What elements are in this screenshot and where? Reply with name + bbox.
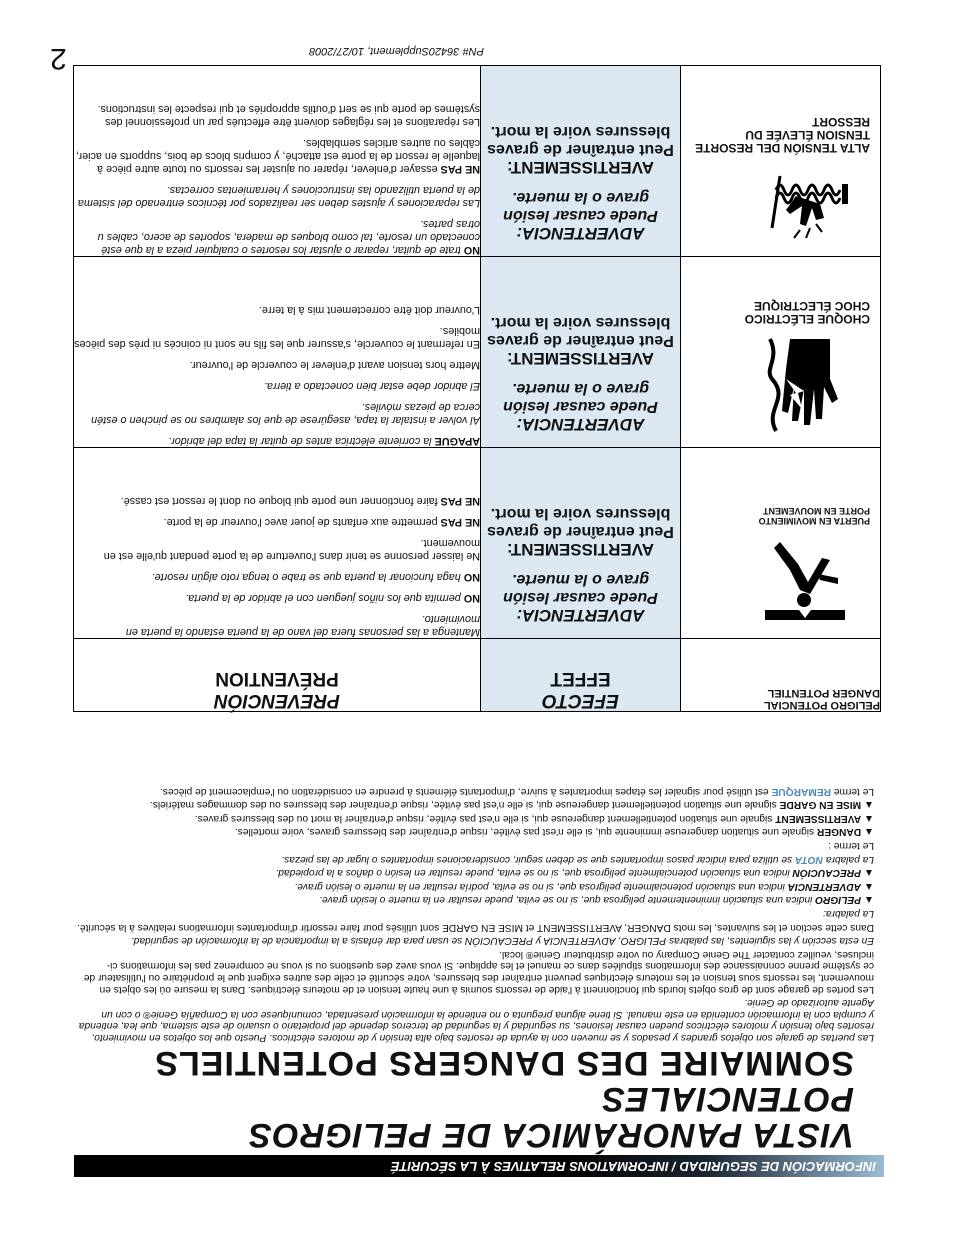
note-fr-post: est utilisé pour signaler les étapes importantes à suivre, d'importants éléments à prendre en considération ou l'emplacement de pièces. (160, 785, 772, 797)
prevention-item: NE PAS permettre aux enfants de jouer avec l'ouvreur de la porte. (163, 516, 480, 528)
prevention-item: L'ouvreur doit être correctement mis à la terre. (258, 304, 480, 316)
header-prevention (74, 639, 481, 712)
note-fr-word: REMARQUE (771, 785, 831, 797)
term-fr-2: ▲ MISE EN GARDE signale une situation potentiellement dangereuse qui, si elle n'est pas évitée, risque d'entraîner des blessures ou des dommages matériels. (149, 799, 874, 811)
term-fr-1-word: AVERTISSEMENT (775, 812, 862, 824)
term-es-2: ▲ PRECAUCIÓN indica una situación potencialmente peligrosa que, si no se evita, puede resultar en lesión o daños a la propiedad. (275, 867, 874, 879)
header-effect (481, 639, 681, 712)
header-effect-es: EFECTO (542, 690, 619, 711)
effect-fr (481, 504, 680, 558)
effect-es-head: ADVERTENCIA: (516, 606, 645, 625)
hazard-cell (681, 448, 881, 639)
effect-fr-head: AVERTISSEMENT: (506, 349, 655, 368)
effect-text (481, 504, 680, 638)
table-row (74, 257, 881, 448)
effect-cell (481, 257, 681, 448)
hazard-label-es: PUERTA EN MOVIMIENTO (758, 516, 870, 526)
prevention-item: Les réparations et les réglages doivent être effectués par un professionnel des systèmes de porte qui se sert d'outils appropriés et qui respecte les instructions. (97, 103, 480, 128)
header-effect-fr: EFFET (550, 668, 611, 689)
title-block (114, 1045, 854, 1153)
note-fr-pre: Le terme (830, 785, 874, 797)
intro-es-paragraph: Las puertas de garaje son objetos grandes y pesados y se mueven con la ayuda de resortes bajo alta tensión y de motores eléctricos. Puesto que los objetos en movimiento, resortes bajo tensión y motores eléctricos pueden causar lesiones, su seguridad y la seguridad de terceros depende del propietario o usuario de este sistema, que lea, entienda y cumpla con la información contenida en este manual. Si tiene alguna pregunta o no entiende la información presentada, comuníquese con la Compañía Genie® o con un Agente autorizado de Genie. (78, 997, 874, 1043)
effect-cell (481, 448, 681, 639)
effect-fr-head: AVERTISSEMENT: (506, 158, 655, 177)
hazard-cell (681, 257, 881, 448)
term-fr-2-text: signale une situation potentiellement dangereuse qui, si elle n'est pas évitée, risque d'entraîner des blessures ou des dommages matériels. (149, 799, 780, 811)
term-es-1-word: ADVERTENCIA (787, 880, 862, 892)
prevention-item: Mettre hors tension avant d'enlever le couvercle de l'ouvreur. (189, 359, 480, 371)
banner-es: INFORMACIÓN DE SEGURIDAD (679, 1159, 876, 1174)
effect-es (481, 570, 680, 624)
hazard-label-fr: TENSION ÉLEVÉE DU RESSORT (745, 115, 870, 142)
header-prevention-fr: PRÉVENTION (215, 668, 339, 689)
prevention-cell (74, 66, 481, 257)
prevention-item: El abridor debe estar bien conectado a tierra. (263, 380, 480, 392)
effect-cell (481, 66, 681, 257)
note-fr (74, 785, 874, 797)
prevention-cell (74, 257, 481, 448)
intro-fr-signal-words: Dans cette section et les suivantes, les mots DANGER, AVERTISSEMENT et MISE EN GARDE sont utilisés pour faire ressortir d'importantes informations relatives à la sécurité. (77, 921, 874, 933)
term-fr-1-text: signale une situation potentiellement dangereuse qui, si elle n'est pas évitée, risque d'entraîner la mort ou des blessures graves. (194, 812, 776, 824)
prevention-item: NO trate de quitar, reparar o ajustar los resortes o cualquier pieza a la que esté conectado un resorte, tal como bloques de madera, soportes de acero, cables u otras partes. (97, 218, 480, 256)
header-hazard (681, 639, 881, 712)
effect-fr-body: Peut entraîner de graves blessures voire la mort. (487, 314, 674, 349)
prevention-cell (74, 448, 481, 639)
prevention-item: APAGUE la corriente eléctrica antes de quitar la tapa del abridor. (168, 435, 480, 447)
term-es-0-text: indica una situación inminentemente peligrosa que, si no se evita, puede resultar en la muerte o lesión grave. (319, 894, 816, 906)
term-fr-2-word: MISE EN GARDE (779, 799, 862, 811)
term-fr-1: ▲ AVERTISSEMENT signale une situation potentiellement dangereuse qui, si elle n'est pas évitée, risque d'entraîner la mort ou des blessures graves. (194, 812, 874, 824)
hazard-cell (681, 66, 881, 257)
intro-fr-lead: Le terme : (828, 840, 874, 852)
effect-fr (481, 313, 680, 367)
page-number: 2 (50, 42, 67, 75)
term-es-2-word: PRECAUCIÓN (792, 867, 862, 879)
effect-es (481, 379, 680, 433)
part-number: PN# 36420Supplement, 10/27/2008 (309, 45, 484, 57)
prevention-item: NE PAS essayer d'enlever, réparer ou ajuster les ressorts ou toute autre pièce à laquelle le ressort de la porte est attaché, y compris blocs de bois, supports en acier, câbles ou autres articles semblables. (76, 137, 480, 175)
prevention-item: En refermant le couvercle, s'assurer que les fils ne sont ni coincés ni près des pièces mobiles. (74, 325, 480, 350)
term-fr-0: ▲ DANGER signale une situation dangereuse imminente qui, si elle n'est pas évitée, risque d'entraîner des blessures graves, voire mortelles. (234, 826, 874, 838)
hazard-table-header (74, 639, 881, 712)
header-prevention-es: PREVENCIÓN (214, 690, 340, 711)
nota-es-pre: La palabra (823, 853, 874, 865)
effect-text (481, 122, 680, 256)
effect-es-body: Puede causar lesión grave o la muerte. (503, 571, 658, 606)
section-banner (74, 1155, 884, 1177)
prevention-item: NO haga funcionar la puerta que se trabe o tenga roto algún resorte. (151, 571, 480, 583)
hazard-label-fr: PORTE EN MOUVEMENT (762, 506, 870, 516)
effect-fr-body: Peut entraîner de graves blessures voire la mort. (487, 505, 674, 540)
term-es-2-text: indica una situación potencialmente peligrosa que, si no se evita, puede resultar en lesión o daños a la propiedad. (275, 867, 793, 879)
hazard-label-es: ALTA TENSIÓN DEL RESORTE (695, 141, 870, 155)
hazard-label-es: CHOQUE ELÉCTRICO (744, 312, 870, 326)
term-es-1: ▲ ADVERTENCIA indica una situación potencialmente peligrosa que, si no se evita, podría resultar en la muerte o lesión grave. (294, 880, 874, 892)
nota-es-word: NOTA (794, 853, 824, 865)
intro-text (74, 783, 874, 1043)
intro-es-signal-words: En esta sección y las siguientes, las palabras PELIGRO, ADVERTENCIA y PRECAUCIÓN se usan para dar énfasis a la importancia de la información de seguridad. (130, 935, 874, 947)
nota-es (74, 853, 874, 865)
effect-es-head: ADVERTENCIA: (516, 415, 645, 434)
term-es-1-text: indica una situación potencialmente peligrosa que, si no se evita, podría resultar en la muerte o lesión grave. (294, 880, 788, 892)
table-row (74, 448, 881, 639)
nota-es-post: se utiliza para indicar pasos importantes que se deben seguir, consideraciones importantes o lugar de las piezas. (281, 853, 795, 865)
header-hazard-fr: DANGER POTENTIEL (767, 687, 880, 699)
term-es-0: ▲ PELIGRO indica una situación inminentemente peligrosa que, si no se evita, puede resultar en la muerte o lesión grave. (319, 894, 874, 906)
title-es: VISTA PANORÁMICA DE PELIGROS POTENCIALES (247, 1080, 854, 1154)
prevention-item: Al volver a instalar la tapa, asegúrese de que los alambres no se pinchen o estén cerca de piezas móviles. (91, 401, 480, 426)
intro-es-lead: La palabra: (823, 908, 874, 920)
table-row (74, 66, 881, 257)
prevention-item: Las reparaciones y ajustes deben ser realizados por técnicos entrenado del sistema de la puerta utilizando las instrucciones y herramientas correctas. (77, 184, 480, 209)
banner-fr: INFORMATIONS RELATIVES À LA SÉCURITÉ (390, 1159, 669, 1174)
prevention-item: NO permita que los niños jueguen con el abridor de la puerta. (185, 592, 480, 604)
term-fr-0-text: signale une situation dangereuse imminente qui, si elle n'est pas évitée, risque d'entraîner des blessures graves, voire mortelles. (234, 826, 817, 838)
term-fr-0-word: DANGER (816, 826, 862, 838)
header-hazard-es: PELIGRO POTENCIAL (763, 699, 880, 711)
effect-es (481, 188, 680, 242)
prevention-item: Ne laisser personne se tenir dans l'ouverture de la porte pendant qu'elle est en mouvement. (103, 537, 480, 562)
hazard-label-fr: CHOC ÉLECTRIQUE (753, 299, 870, 313)
effect-fr-body: Peut entraîner de graves blessures voire la mort. (487, 123, 674, 158)
effect-es-body: Puede causar lesión grave o la muerte. (503, 380, 658, 415)
electric-shock-icon (760, 329, 850, 439)
effect-fr (481, 122, 680, 176)
term-es-0-word: PELIGRO (815, 894, 862, 906)
hazard-table (73, 65, 881, 712)
effect-es-head: ADVERTENCIA: (516, 224, 645, 243)
spring-tension-icon (760, 158, 850, 248)
moving-door-icon (760, 530, 850, 630)
title-fr: SOMMAIRE DES DANGERS POTENTIELS (154, 1044, 854, 1082)
prevention-item: NE PAS faire fonctionner une porte qui bloque ou dont le ressort est cassé. (120, 495, 480, 507)
effect-fr-head: AVERTISSEMENT: (506, 540, 655, 559)
effect-es-body: Puede causar lesión grave o la muerte. (503, 189, 658, 224)
prevention-item: Mantenga a las personas fuera del vano de la puerta estando la puerta en movimiento. (125, 613, 480, 638)
effect-text (481, 313, 680, 447)
banner-separator: / (668, 1159, 680, 1174)
intro-fr-paragraph: Les portes de garage sont de gros objets lourds qui fonctionnent à l'aide de ressorts soumis à une haute tension et de moteurs électriques. Dans la mesure où les objets en mouvement, les ressorts sous tension et les moteurs électriques peuvent entraîner des blessures, votre sécurité et celle des autres exigent que le propriétaire ou l'utilisateur de ce système prenne connaissance des informations stipulées dans ce manuel et les applique. Si vous avez des questions ou si vous ne comprenez pas les informations ci-incluses, veuillez contacter The Genie Company ou votre distributeur Genie® local. (83, 948, 874, 995)
